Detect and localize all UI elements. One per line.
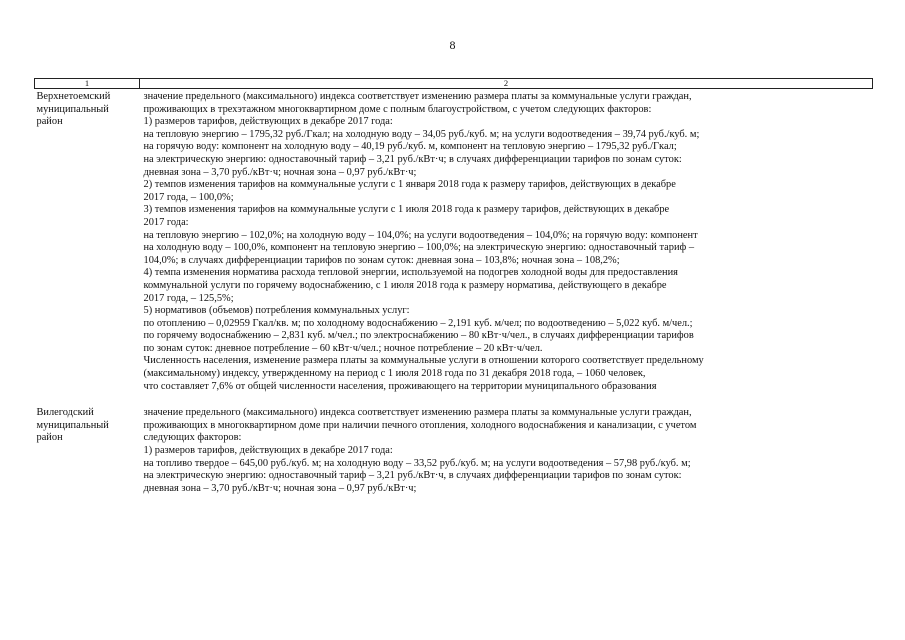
text-line: 2017 года, – 125,5%; [143,292,234,304]
text-line: на электрическую энергию: одноставочный тариф – 3,21 руб./кВт·ч, в случаях дифференциации тарифов по зонам суток: [143,470,682,482]
table-header-row [35,79,873,89]
region-name-line: муниципальный [36,419,109,431]
text-line: (максимальному) индексу, утвержденному на период с 1 июля 2018 года по 31 декабря 2018 года, – 1060 человек, [143,368,646,380]
text-line: 5) нормативов (объемов) потребления коммунальных услуг: [143,305,410,317]
text-line: 2) темпов изменения тарифов на коммунальные услуги с 1 января 2018 года к размеру тарифов, действующих в декабре [143,179,676,191]
table-row [35,89,873,394]
text-line: что составляет 7,6% от общей численности населения, проживающего на территории муниципального образования [143,380,657,392]
column-header-2: 2 [140,79,873,89]
column-header-1: 1 [35,79,140,89]
region-cell [35,89,140,394]
text-line: 104,0%; в случаях дифференциации тарифов по зонам суток: дневная зона – 103,8%; ночная зона – 108,2%; [143,254,620,266]
region-name-line: Вилегодский [36,407,94,419]
text-line: на горячую воду: компонент на холодную воду – 40,19 руб./куб. м, компонент на тепловую энергию – 1795,32 руб./Гкал; [143,141,677,153]
text-line: 3) темпов изменения тарифов на коммунальные услуги с 1 июля 2018 года к размеру тарифов, действующих в декабре [143,204,670,216]
text-line: на холодную воду – 100,0%, компонент на тепловую энергию – 100,0%; на электрическую энергию: одноставочный тариф – [143,242,695,254]
text-line: по горячему водоснабжению – 2,831 куб. м/чел.; по электроснабжению – 80 кВт·ч/чел., в случаях дифференциации тарифов [143,330,694,342]
text-line: 2017 года, – 100,0%; [143,191,234,203]
text-line: на электрическую энергию: одноставочный тариф – 3,21 руб./кВт·ч; в случаях дифференциации тарифов по зонам суток: [143,153,682,165]
region-name-line: муниципальный [36,103,109,115]
text-line: 1) размеров тарифов, действующих в декабре 2017 года: [143,445,393,457]
region-name-line: район [36,116,63,128]
page-number: 8 [449,38,456,52]
text-line: проживающих в трехэтажном многоквартирном доме с полным благоустройством, с учетом следующих факторов: [143,103,652,115]
table-row [35,407,873,495]
text-line: 2017 года: [143,216,189,228]
text-line: 4) темпа изменения норматива расхода тепловой энергии, используемой на подогрев холодной воды для предоставления [143,267,678,279]
text-line: следующих факторов: [143,432,242,444]
text-line: значение предельного (максимального) индекса соответствует изменению размера платы за коммунальные услуги граждан, [143,91,692,102]
text-line: 1) размеров тарифов, действующих в декабре 2017 года: [143,116,393,128]
text-line: на топливо твердое – 645,00 руб./куб. м; на холодную воду – 33,52 руб./куб. м; на услуги водоотведения – 57,98 руб./куб. м; [143,457,691,469]
text-line: дневная зона – 3,70 руб./кВт·ч; ночная зона – 0,97 руб./кВт·ч; [143,482,417,494]
region-name-line: район [36,432,63,444]
text-line: на тепловую энергию – 1795,32 руб./Гкал; на холодную воду – 34,05 руб./куб. м; на услуги водоотведения – 39,74 руб./куб. м; [143,128,700,140]
region-name-line: Верхнетоемский [36,91,111,102]
text-line: значение предельного (максимального) индекса соответствует изменению размера платы за коммунальные услуги граждан, [143,407,692,419]
row-spacer [35,393,873,407]
text-line: по отоплению – 0,02959 Гкал/кв. м; по холодному водоснабжению – 2,191 куб. м/чел; по водоотведению – 5,022 куб. м/чел.; [143,317,693,329]
index-description-cell [140,89,873,394]
text-line: по зонам суток: дневное потребление – 60 кВт·ч/чел.; ночное потребление – 20 кВт·ч/чел. [143,342,543,354]
text-line: дневная зона – 3,70 руб./кВт·ч; ночная зона – 0,97 руб./кВт·ч; [143,166,417,178]
text-line: Численность населения, изменение размера платы за коммунальные услуги в отношении которого соответствует предельному [143,355,704,367]
text-line: проживающих в многоквартирном доме при наличии печного отопления, холодного водоснабжения и канализации, с учетом [143,419,697,431]
text-line: на тепловую энергию – 102,0%; на холодную воду – 104,0%; на услуги водоотведения – 104,0%; на горячую воду: компонент [143,229,698,241]
text-line: коммунальной услуги по горячему водоснабжению, с 1 июля 2018 года к размеру норматива, действующего в декабре [143,279,667,291]
region-cell [35,407,140,495]
index-description-cell [140,407,873,495]
tariff-index-table [34,78,873,495]
